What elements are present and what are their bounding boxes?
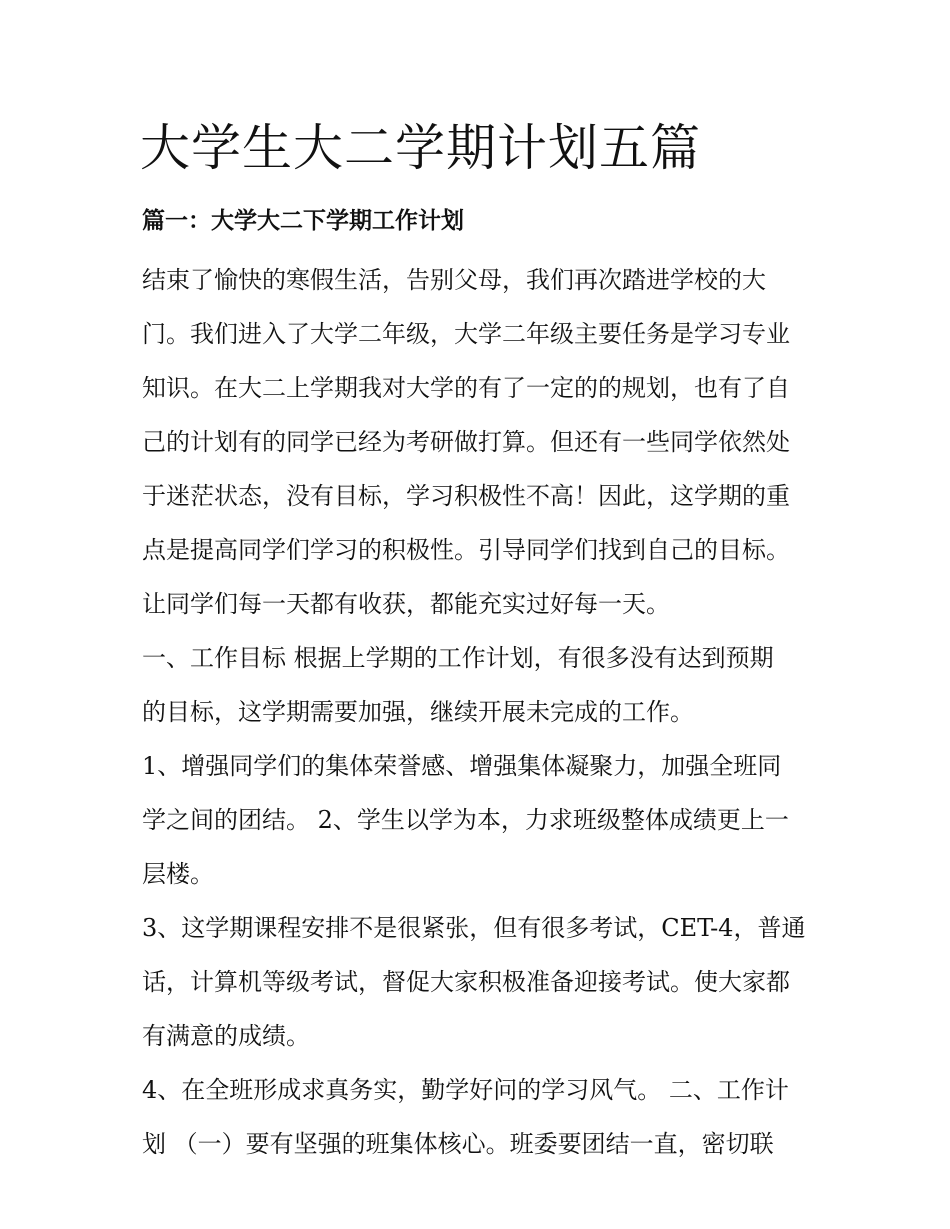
text-line: 话，计算机等级考试，督促大家积极准备迎接考试。使大家都 [142, 968, 790, 996]
text-line: 层楼。 [142, 860, 214, 888]
text-line: 点是提高同学们学习的积极性。引导同学们找到自己的目标。 [142, 536, 790, 564]
text-line: 4、在全班形成求真务实，勤学好问的学习风气。 二、工作计 [142, 1076, 789, 1104]
text-line: 3、这学期课程安排不是很紧张，但有很多考试，CET-4，普通 [142, 914, 806, 942]
document-title: 大学生大二学期计划五篇 [140, 119, 701, 177]
text-line: 知识。在大二上学期我对大学的有了一定的的规划，也有了自 [142, 374, 790, 402]
text-line: 1、增强同学们的集体荣誉感、增强集体凝聚力，加强全班同 [142, 752, 782, 780]
body-text [142, 253, 832, 1171]
text-line: 门。我们进入了大学二年级，大学二年级主要任务是学习专业 [142, 320, 790, 348]
text-line: 结束了愉快的寒假生活，告别父母，我们再次踏进学校的大 [142, 266, 766, 294]
text-line: 的目标，这学期需要加强，继续开展未完成的工作。 [142, 698, 694, 726]
text-line: 学之间的团结。 2、学生以学为本，力求班级整体成绩更上一 [142, 806, 789, 834]
text-line: 己的计划有的同学已经为考研做打算。但还有一些同学依然处 [142, 428, 790, 456]
section-heading: 篇一：大学大二下学期工作计划 [142, 207, 464, 234]
text-line: 一、工作目标 根据上学期的工作计划，有很多没有达到预期 [142, 644, 774, 672]
text-line: 让同学们每一天都有收获，都能充实过好每一天。 [142, 590, 670, 618]
text-line: 划 （一）要有坚强的班集体核心。班委要团结一直，密切联 [142, 1130, 774, 1158]
text-line: 有满意的成绩。 [142, 1022, 310, 1050]
text-line: 于迷茫状态，没有目标，学习积极性不高！因此，这学期的重 [142, 482, 790, 510]
